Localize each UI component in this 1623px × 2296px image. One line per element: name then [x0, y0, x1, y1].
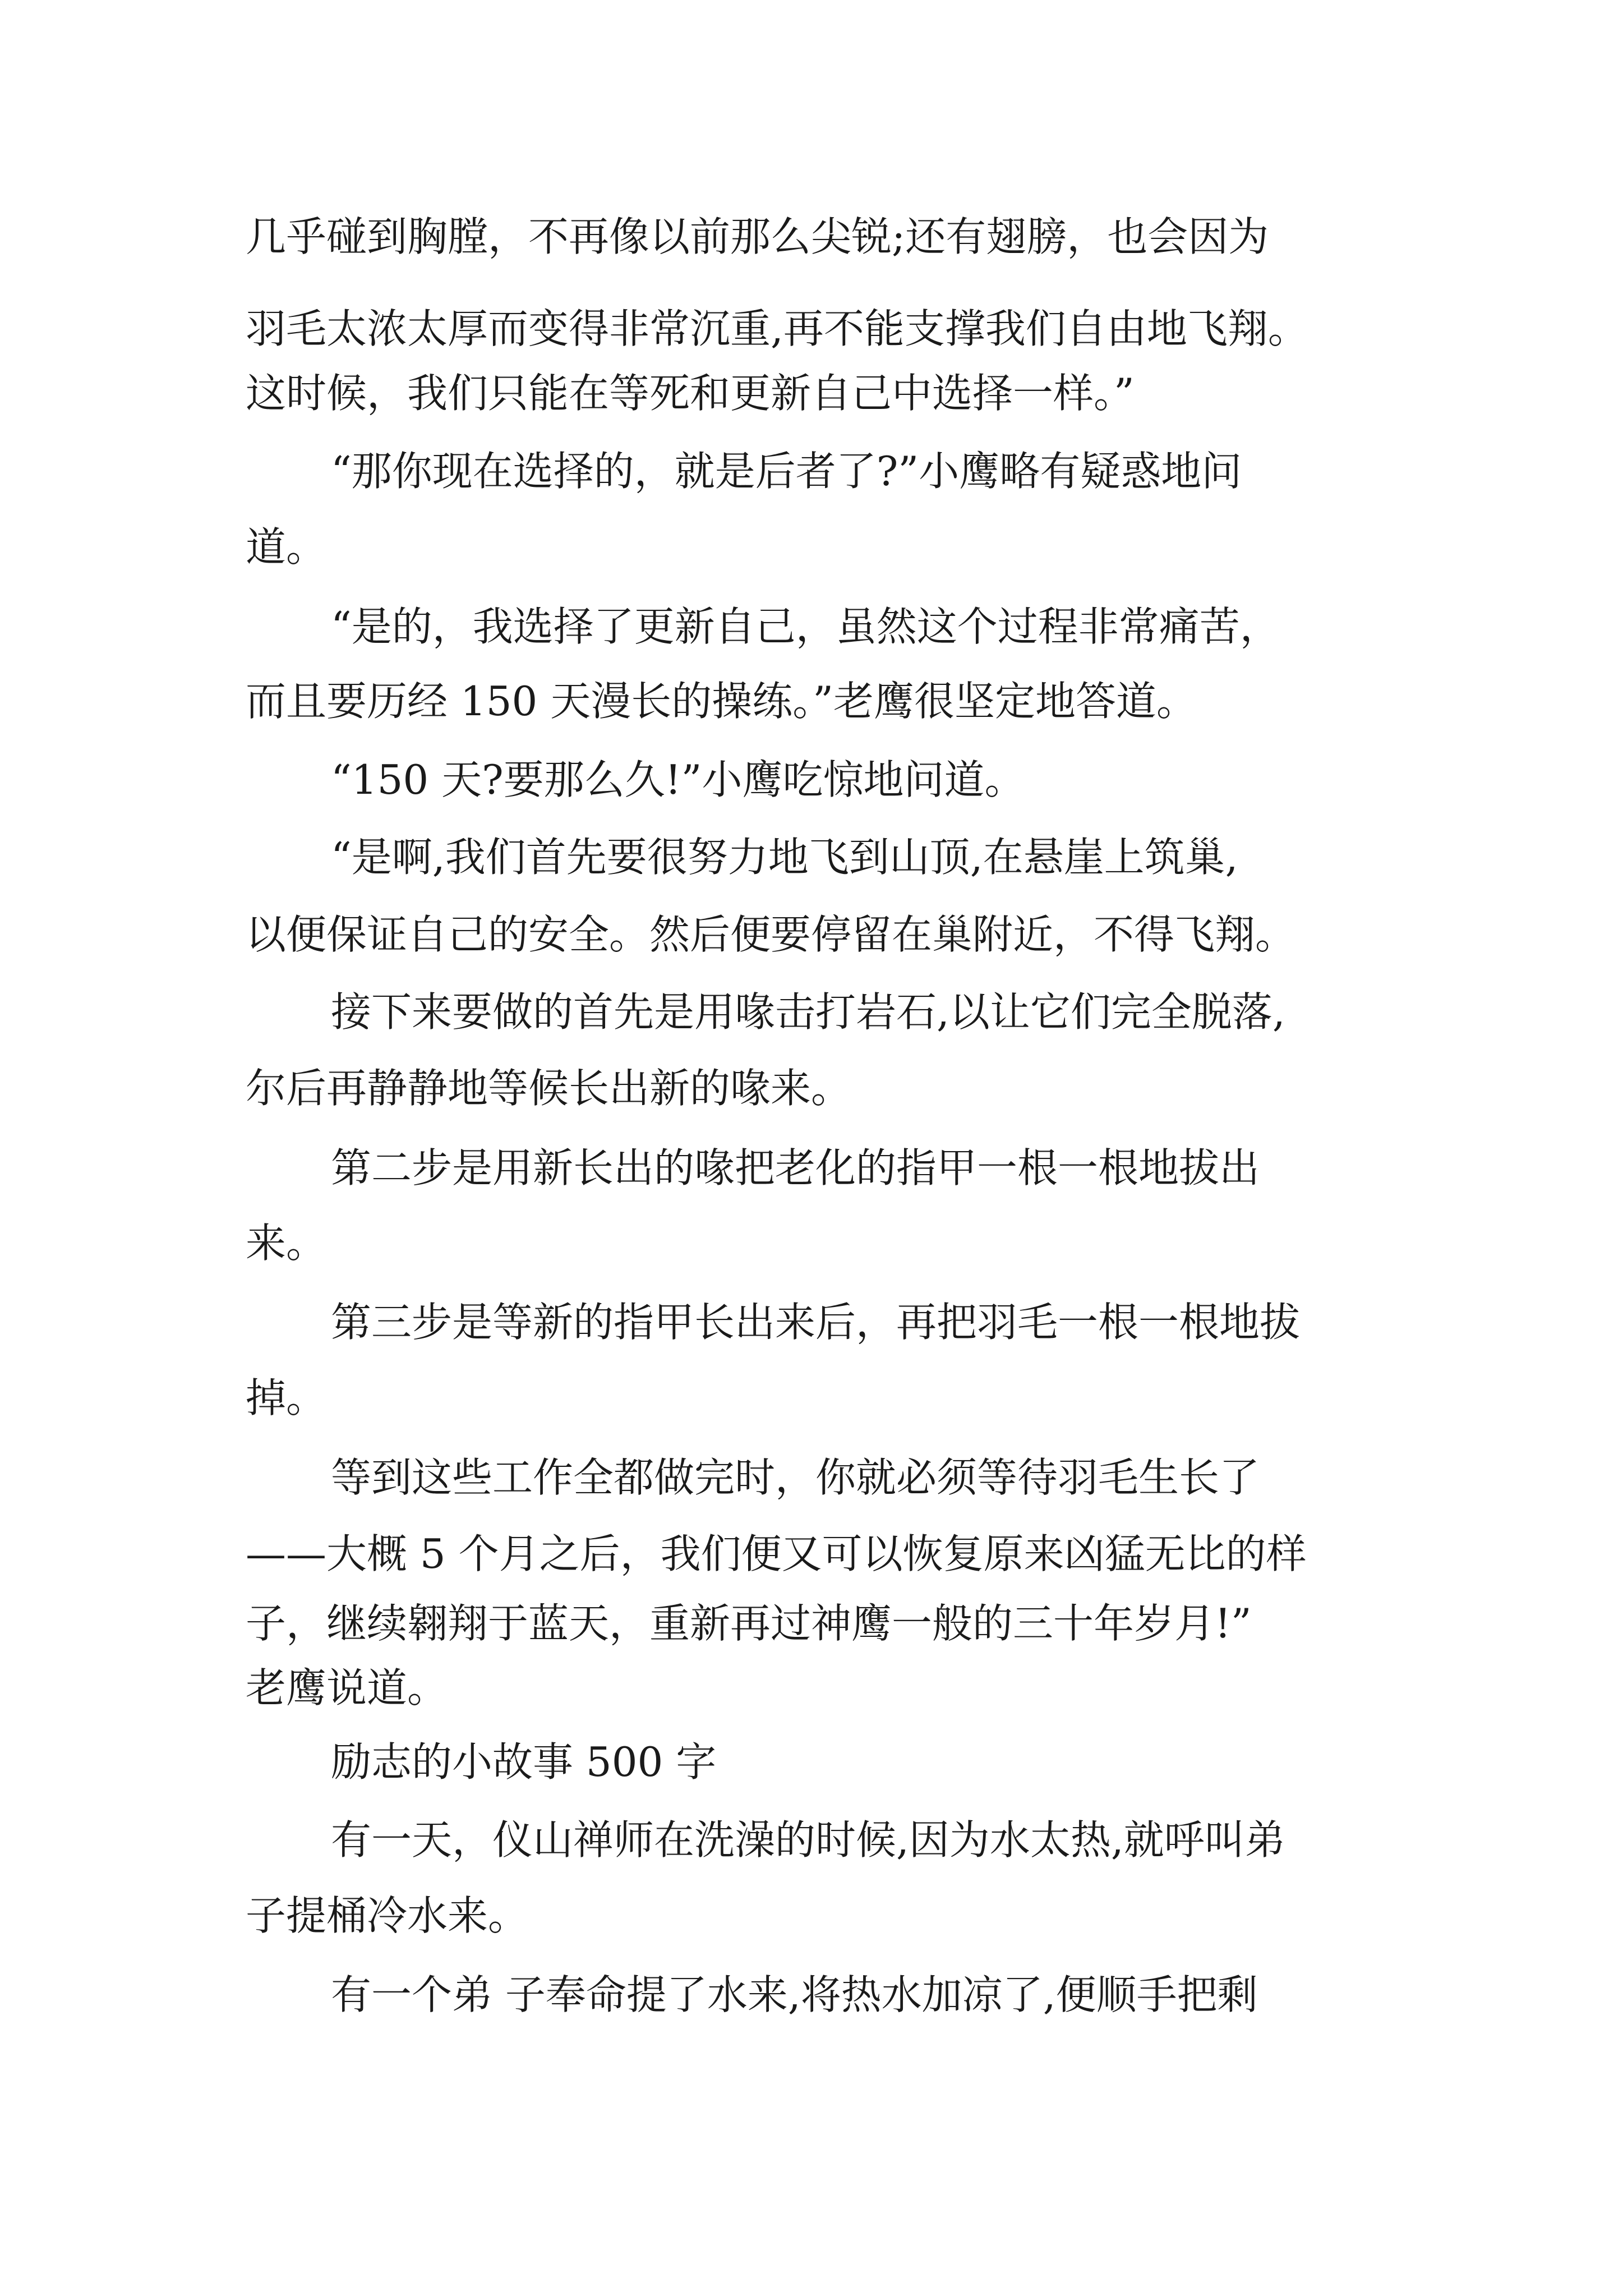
- text-line: 羽毛太浓太厚而变得非常沉重,再不能支撑我们自由地飞翔。: [246, 305, 1308, 352]
- text-line: 第二步是用新长出的喙把老化的指甲一根一根地拔出: [331, 1144, 1260, 1191]
- text-line: 掉。: [246, 1374, 327, 1421]
- text-line: 接下来要做的首先是用喙击打岩石,以让它们完全脱落,: [331, 988, 1285, 1036]
- text-line: 第三步是等新的指甲长出来后，再把羽毛一根一根地拔: [331, 1299, 1301, 1346]
- text-line: 道。: [246, 523, 327, 570]
- text-line: “那你现在选择的，就是后者了?”小鹰略有疑惑地问: [331, 448, 1242, 495]
- text-line: 尔后再静静地等候长出新的喙来。: [246, 1065, 852, 1112]
- text-line: ——大概 5 个月之后，我们便又可以恢复原来凶猛无比的样: [246, 1530, 1307, 1577]
- text-line: 来。: [246, 1220, 327, 1267]
- text-line: 等到这些工作全都做完时，你就必须等待羽毛生长了: [331, 1454, 1260, 1501]
- text-line: 几乎碰到胸膛，不再像以前那么尖锐;还有翅膀，也会因为: [246, 213, 1269, 260]
- text-line: “150 天?要那么久!”小鹰吃惊地问道。: [331, 756, 1025, 803]
- text-line: 老鹰说道。: [246, 1664, 448, 1711]
- text-line: 而且要历经 150 天漫长的操练。”老鹰很坚定地答道。: [246, 678, 1197, 725]
- text-line: 以便保证自己的安全。然后便要停留在巢附近，不得飞翔。: [246, 911, 1296, 958]
- text-line: 有一天，仪山禅师在洗澡的时候,因为水太热,就呼叫弟: [331, 1816, 1285, 1864]
- text-line: 有一个弟 子奉命提了水来,将热水加凉了,便顺手把剩: [331, 1971, 1258, 2018]
- text-line: “是的，我选择了更新自己，虽然这个过程非常痛苦，: [331, 603, 1280, 650]
- text-line: 这时候，我们只能在等死和更新自己中选择一样。”: [246, 370, 1135, 417]
- text-line: 子提桶冷水来。: [246, 1892, 529, 1939]
- section-heading: 励志的小故事 500 字: [331, 1738, 717, 1786]
- text-line: “是啊,我们首先要很努力地飞到山顶,在悬崖上筑巢,: [331, 834, 1238, 881]
- text-line: 子，继续翱翔于蓝天，重新再过神鹰一般的三十年岁月!”: [246, 1600, 1252, 1647]
